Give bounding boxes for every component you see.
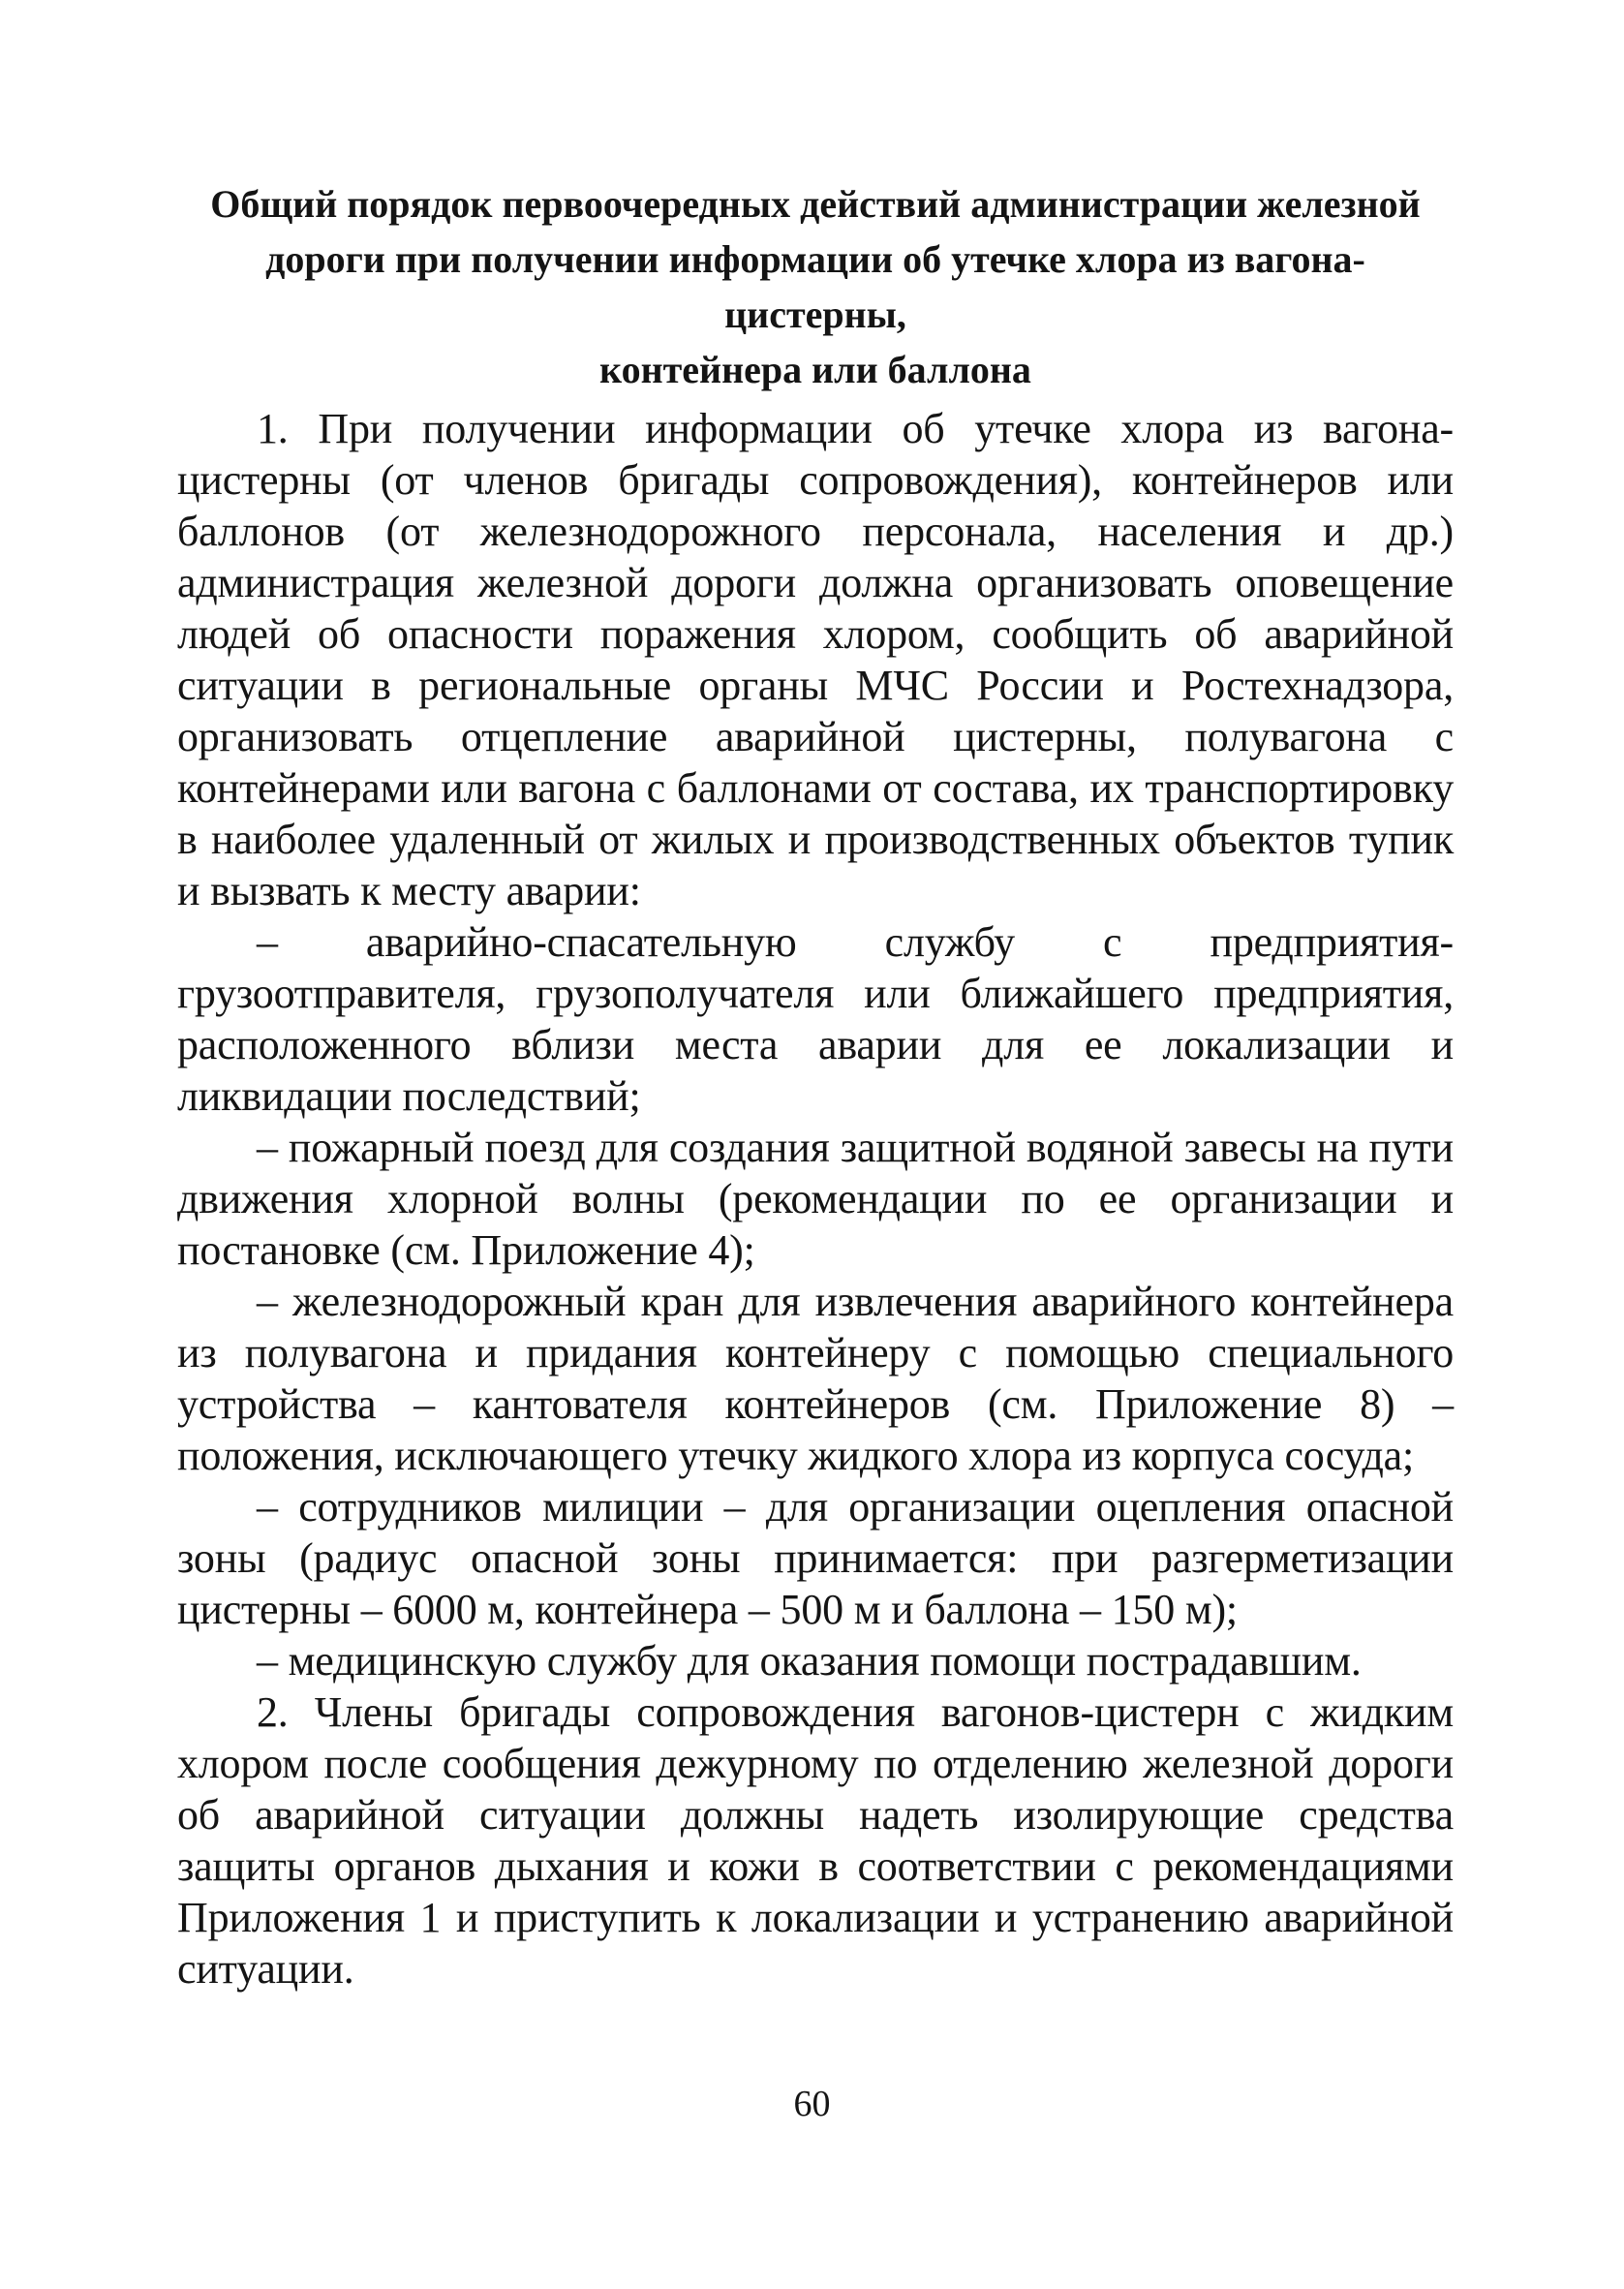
list-item-medical-service: – медицинскую службу для оказания помощи пострадавшим. (257, 1637, 1362, 1685)
list-item-fire-train: – пожарный поезд для создания защитной водяной завесы на пути движения хлорной волны (рекомендации по ее организации и постановке (см. Приложение 4); (177, 1124, 1454, 1274)
title-line: дороги при получении информации об утечке хлора из вагона-цистерны, (265, 237, 1365, 336)
title-line: Общий порядок первоочередных действий администрации железной (210, 182, 1421, 226)
list-item-rescue-service: – аварийно-спасательную службу с предприятия-грузоотправителя, грузополучателя или ближайшего предприятия, расположенного вблизи места аварии для ее локализации и ликвидации последствий; (177, 918, 1454, 1120)
list-item-railway-crane: – железнодорожный кран для извлечения аварийного контейнера из полувагона и придания контейнеру с помощью специального устройства – кантователя контейнеров (см. Приложение 8) – положения, исключающего утечку жидкого хлора из корпуса сосуда; (177, 1278, 1454, 1479)
document-title (177, 176, 1454, 397)
paragraph-1-intro: 1. При получении информации об утечке хлора из вагона-цистерны (от членов бригады сопровождения), контейнеров или баллонов (от железнодорожного персонала, населения и др.) администрация железной дороги должна организовать оповещение людей об опасности поражения хлором, сообщить об аварийной ситуации в региональные органы МЧС России и Ростехнадзора, организовать отцепление аварийной цистерны, полувагона с контейнерами или вагона с баллонами от состава, их транспортировку в наиболее удаленный от жилых и производственных объектов тупик и вызвать к месту аварии: (177, 405, 1454, 914)
document-page (177, 176, 1454, 1995)
list-item-police: – сотрудников милиции – для организации оцепления опасной зоны (радиус опасной зоны принимается: при разгерметизации цистерны – 6000 м, контейнера – 500 м и баллона – 150 м); (177, 1483, 1454, 1633)
paragraph-2-escort-crew: 2. Члены бригады сопровождения вагонов-цистерн с жидким хлором после сообщения дежурному по отделению железной дороги об аварийной ситуации должны надеть изолирующие средства защиты органов дыхания и кожи в соответствии с рекомендациями Приложения 1 и приступить к локализации и устранению аварийной ситуации. (177, 1688, 1454, 1993)
title-line: контейнера или баллона (599, 348, 1031, 391)
page-number: 60 (793, 2084, 831, 2124)
